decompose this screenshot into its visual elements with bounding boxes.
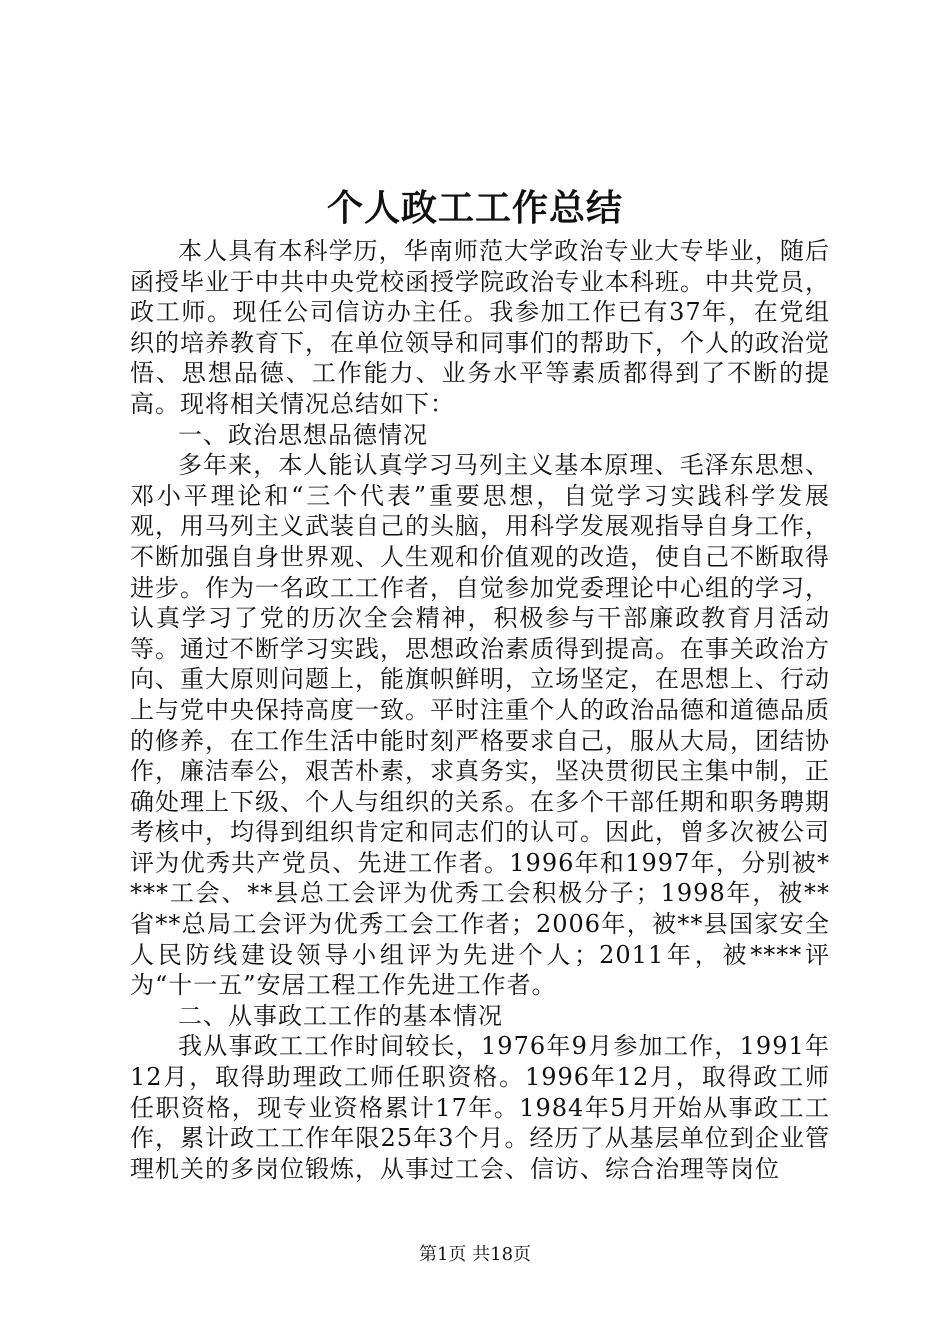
document-title: 个人政工工作总结 <box>326 187 623 229</box>
paragraph-intro: 本人具有本科学历，华南师范大学政治专业大专毕业，随后函授毕业于中共中央党校函授学院政治专业本科班。中共党员，政工师。现任公司信访办主任。我参加工作已有37年，在党组织的培养教育下，在单位领导和同事们的帮助下，个人的政治觉悟、思想品德、工作能力、业务水平等素质都得到了不断的提高。现将相关情况总结如下： <box>130 237 830 418</box>
paragraph-work: 我从事政工工作时间较长，1976年9月参加工作，1991年12月，取得助理政工师任职资格。1996年12月，取得政工师任职资格，现专业资格累计17年。1984年5月开始从事政工工作，累计政工工作年限25年3个月。经历了从基层单位到企业管理机关的多岗位锻炼，从事过工会、信访、综合治理等岗位 <box>130 1032 830 1183</box>
page-footer: 第1页 共18页 <box>418 1244 532 1265</box>
document-body <box>130 236 830 1184</box>
section-heading-political: 一、政治思想品德情况 <box>178 420 428 449</box>
paragraph-political: 多年来，本人能认真学习马列主义基本原理、毛泽东思想、邓小平理论和“三个代表”重要思想，自觉学习实践科学发展观，用马列主义武装自己的头脑，用科学发展观指导自身工作，不断加强自身世界观、人生观和价值观的改造，使自己不断取得进步。作为一名政工工作者，自觉参加党委理论中心组的学习，认真学习了党的历次全会精神，积极参与干部廉政教育月活动等。通过不断学习实践，思想政治素质得到提高。在事关政治方向、重大原则问题上，能旗帜鲜明，立场坚定，在思想上、行动上与党中央保持高度一致。平时注重个人的政治品德和道德品质的修养，在工作生活中能时刻严格要求自己，服从大局，团结协作，廉洁奉公，艰苦朴素，求真务实，坚决贯彻民主集中制，正确处理上下级、个人与组织的关系。在多个干部任期和职务聘期考核中，均得到组织肯定和同志们的认可。因此，曾多次被公司评为优秀共产党员、先进工作者。1996年和1997年，分别被****工会、**县总工会评为优秀工会积极分子；1998年，被**省**总局工会评为优秀工会工作者；2006年，被**县国家安全人民防线建设领导小组评为先进个人；2011年，被****评为“十一五”安居工程工作先进工作者。 <box>130 451 830 1000</box>
section-heading-work: 二、从事政工工作的基本情况 <box>178 1001 503 1030</box>
